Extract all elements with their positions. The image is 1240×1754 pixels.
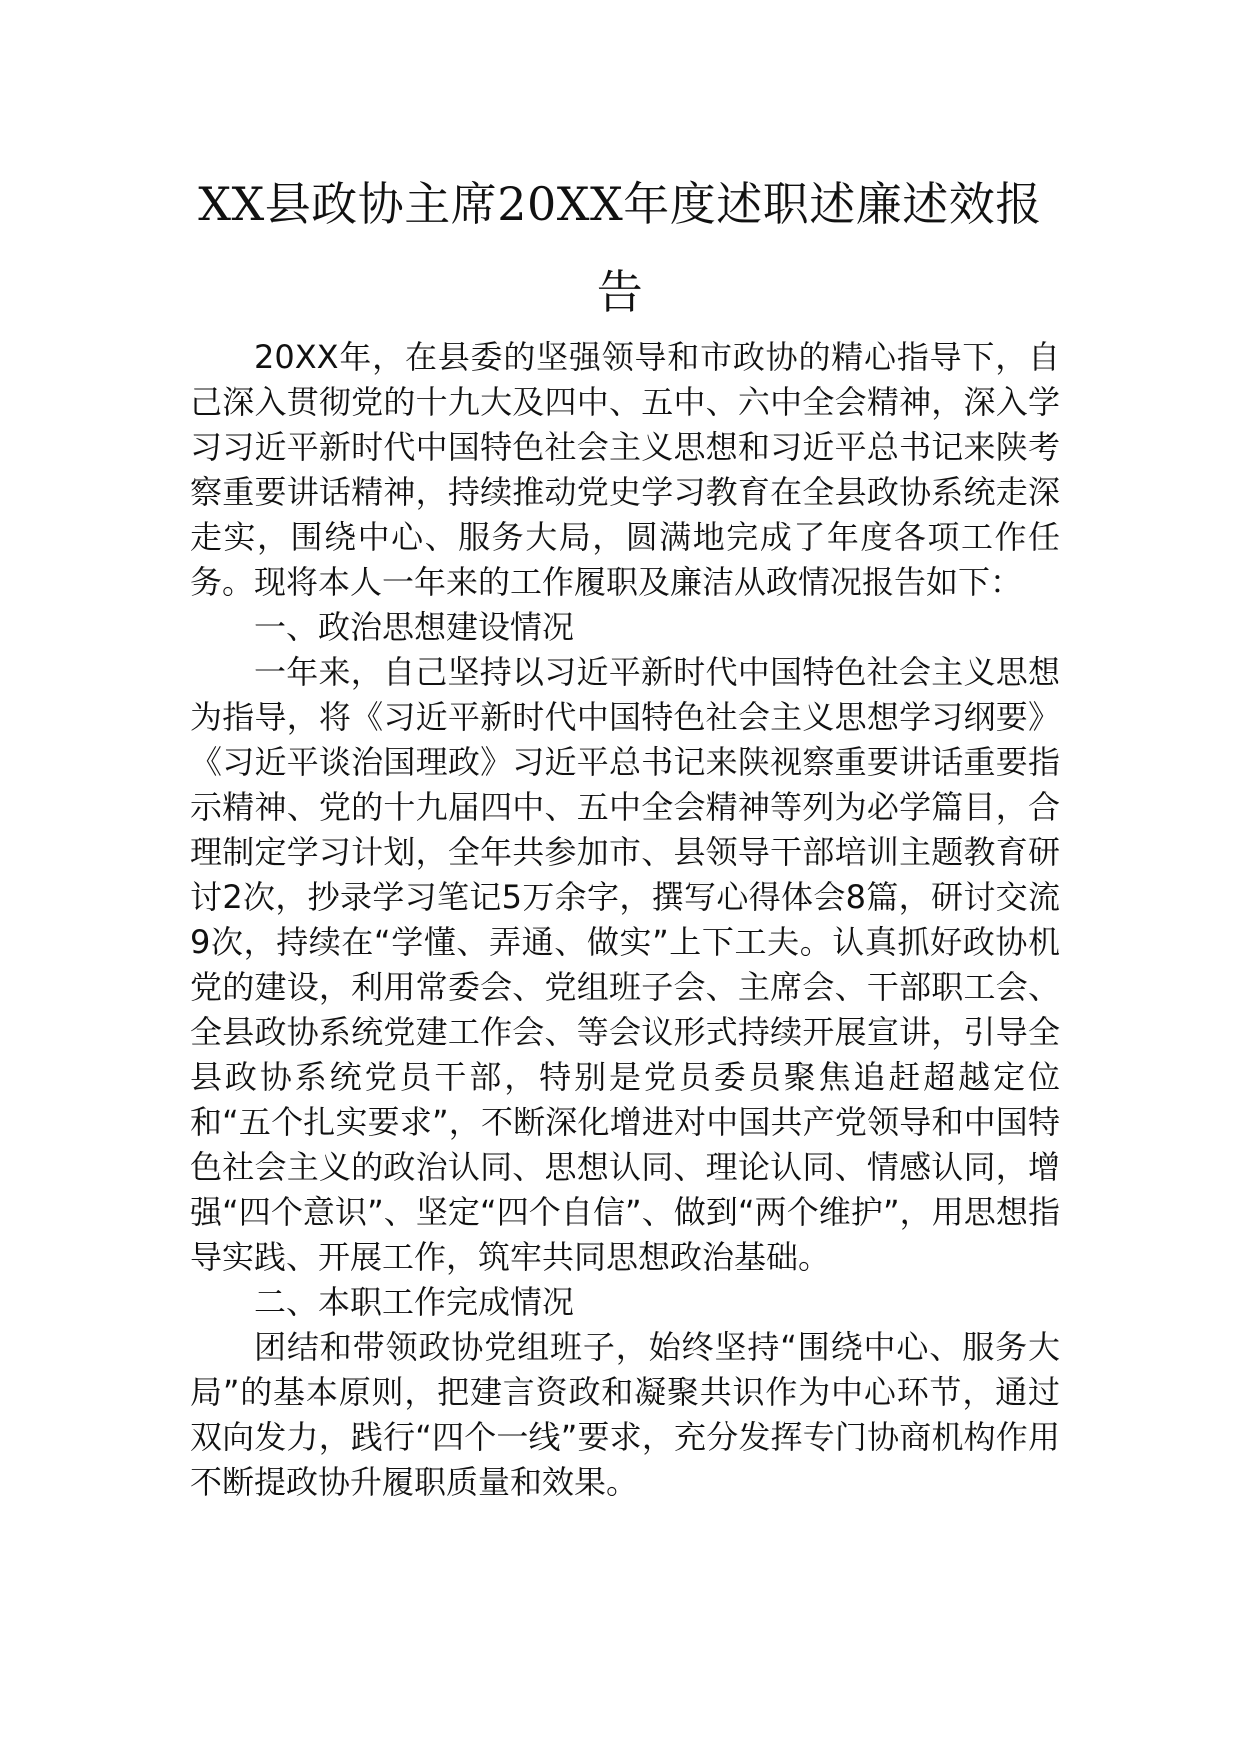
document-title-line-2: 告 (596, 265, 644, 319)
section-2-paragraph: 团结和带领政协党组班子，始终坚持“围绕中心、服务大局”的基本原则，把建言资政和凝聚共识作为中心环节，通过双向发力，践行“四个一线”要求，充分发挥专门协商机构作用不断提政协升履职质量和效果。 (190, 1328, 1060, 1501)
section-heading-2: 二、本职工作完成情况 (254, 1283, 575, 1321)
document-title-line-1: XX县政协主席20XX年度述职述廉述效报 (198, 177, 1042, 231)
document-body (190, 335, 1060, 1505)
section-1-paragraph: 一年来，自己坚持以习近平新时代中国特色社会主义思想为指导，将《习近平新时代中国特色社会主义思想学习纲要》《习近平谈治国理政》习近平总书记来陕视察重要讲话重要指示精神、党的十九届四中、五中全会精神等列为必学篇目，合理制定学习计划，全年共参加市、县领导干部培训主题教育研讨2次，抄录学习笔记5万余字，撰写心得体会8篇，研讨交流9次，持续在“学懂、弄通、做实”上下工夫。认真抓好政协机党的建设，利用常委会、党组班子会、主席会、干部职工会、全县政协系统党建工作会、等会议形式持续开展宣讲，引导全县政协系统党员干部，特别是党员委员聚焦追赶超越定位和“五个扎实要求”，不断深化增进对中国共产党领导和中国特色社会主义的政治认同、思想认同、理论认同、情感认同，增强“四个意识”、坚定“四个自信”、做到“两个维护”，用思想指导实践、开展工作，筑牢共同思想政治基础。 (190, 653, 1060, 1276)
intro-paragraph: 20XX年，在县委的坚强领导和市政协的精心指导下，自己深入贯彻党的十九大及四中、五中、六中全会精神，深入学习习近平新时代中国特色社会主义思想和习近平总书记来陕考察重要讲话精神，持续推动党史学习教育在全县政协系统走深走实，围绕中心、服务大局，圆满地完成了年度各项工作任务。现将本人一年来的工作履职及廉洁从政情况报告如下： (190, 338, 1060, 601)
section-heading-1: 一、政治思想建设情况 (254, 608, 575, 646)
